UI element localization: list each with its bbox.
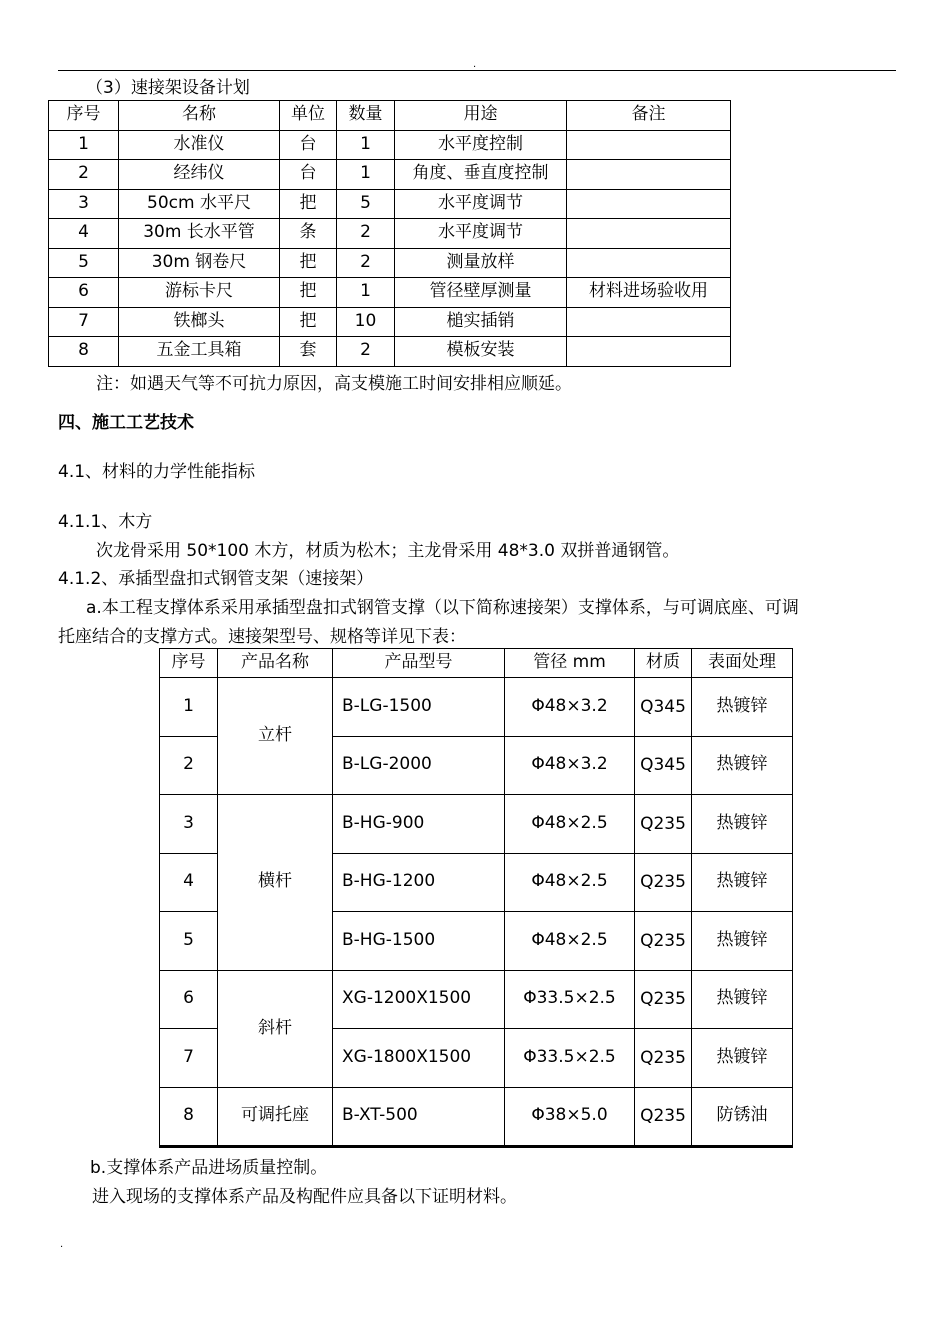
para-b-heading: b.支撑体系产品进场质量控制。 [90, 1158, 328, 1178]
spec-material: Q235 [635, 795, 692, 854]
equip-use: 角度、垂直度控制 [395, 160, 567, 190]
equip-name: 水准仪 [119, 130, 280, 160]
equip-qty: 1 [337, 130, 395, 160]
spec-model: B-HG-1500 [333, 912, 505, 971]
spec-model: XG-1200X1500 [333, 970, 505, 1029]
spec-header-cell: 表面处理 [692, 649, 793, 678]
table-row [160, 1087, 793, 1147]
equip-no: 2 [49, 160, 119, 190]
spec-no: 7 [160, 1029, 218, 1088]
group-vertical-pole: 立杆 [218, 678, 333, 795]
spec-no: 2 [160, 736, 218, 795]
section-4-title: 四、施工工艺技术 [58, 413, 194, 433]
spec-no: 1 [160, 678, 218, 737]
para-a-line2: 托座结合的支撑方式。速接架型号、规格等详见下表： [58, 627, 466, 647]
equip-remark [567, 160, 731, 190]
header-rule [58, 70, 896, 71]
spec-model: B-LG-2000 [333, 736, 505, 795]
equip-header-cell: 备注 [567, 101, 731, 131]
equip-qty: 10 [337, 307, 395, 337]
equip-unit: 条 [280, 219, 337, 249]
spec-diameter: Φ48×2.5 [505, 853, 635, 912]
equip-qty: 5 [337, 189, 395, 219]
spec-header-cell: 材质 [635, 649, 692, 678]
spec-material: Q235 [635, 853, 692, 912]
equip-name: 30m 钢卷尺 [119, 248, 280, 278]
group-adjustable-top: 可调托座 [218, 1087, 333, 1147]
equip-no: 5 [49, 248, 119, 278]
spec-header-cell: 管径 mm [505, 649, 635, 678]
equip-qty: 1 [337, 278, 395, 308]
equip-remark [567, 219, 731, 249]
spec-finish: 热镀锌 [692, 678, 793, 737]
spec-no: 5 [160, 912, 218, 971]
group-horizontal-bar: 横杆 [218, 795, 333, 971]
spec-diameter: Φ48×3.2 [505, 678, 635, 737]
equip-no: 8 [49, 337, 119, 367]
equip-name: 50cm 水平尺 [119, 189, 280, 219]
equip-name: 五金工具箱 [119, 337, 280, 367]
equip-unit: 套 [280, 337, 337, 367]
equip-unit: 台 [280, 160, 337, 190]
spec-material: Q235 [635, 1087, 692, 1147]
spec-finish: 防锈油 [692, 1087, 793, 1147]
equip-remark [567, 130, 731, 160]
equip-no: 1 [49, 130, 119, 160]
scaffold-spec-table [159, 648, 793, 1148]
spec-no: 6 [160, 970, 218, 1029]
equip-name: 30m 长水平管 [119, 219, 280, 249]
para-a-line1: a.本工程支撑体系采用承插型盘扣式钢管支撑（以下简称速接架）支撑体系，与可调底座、可调 [86, 598, 799, 618]
table-row [49, 160, 731, 190]
spec-material: Q235 [635, 970, 692, 1029]
spec-finish: 热镀锌 [692, 1029, 793, 1088]
heading-4-1-1: 4.1.1、木方 [58, 512, 153, 532]
equip-qty: 1 [337, 160, 395, 190]
equip-header-cell: 名称 [119, 101, 280, 131]
equipment-plan-table [48, 100, 731, 367]
spec-finish: 热镀锌 [692, 795, 793, 854]
spec-finish: 热镀锌 [692, 736, 793, 795]
table-row [49, 248, 731, 278]
equip-unit: 把 [280, 189, 337, 219]
spec-model: B-XT-500 [333, 1087, 505, 1147]
heading-4-1: 4.1、材料的力学性能指标 [58, 462, 256, 482]
header-dot: . [473, 59, 477, 70]
equip-no: 6 [49, 278, 119, 308]
spec-material: Q235 [635, 912, 692, 971]
para-b-text: 进入现场的支撑体系产品及构配件应具备以下证明材料。 [92, 1187, 517, 1207]
equip-qty: 2 [337, 248, 395, 278]
table-row [49, 307, 731, 337]
equip-qty: 2 [337, 219, 395, 249]
equip-unit: 把 [280, 248, 337, 278]
equip-use: 槌实插销 [395, 307, 567, 337]
table-row [49, 189, 731, 219]
spec-no: 4 [160, 853, 218, 912]
spec-model: B-HG-900 [333, 795, 505, 854]
spec-material: Q345 [635, 678, 692, 737]
spec-header-cell: 序号 [160, 649, 218, 678]
equip-remark [567, 337, 731, 367]
equip-unit: 把 [280, 307, 337, 337]
equip-use: 水平度调节 [395, 219, 567, 249]
spec-material: Q235 [635, 1029, 692, 1088]
equip-use: 管径壁厚测量 [395, 278, 567, 308]
table-row [160, 795, 793, 854]
equip-header-cell: 序号 [49, 101, 119, 131]
equip-header-cell: 数量 [337, 101, 395, 131]
section-3-title: （3）速接架设备计划 [86, 78, 250, 98]
equip-unit: 把 [280, 278, 337, 308]
equip-use: 模板安装 [395, 337, 567, 367]
equip-no: 7 [49, 307, 119, 337]
equip-remark [567, 189, 731, 219]
spec-diameter: Φ38×5.0 [505, 1087, 635, 1147]
group-diagonal-bar: 斜杆 [218, 970, 333, 1087]
spec-diameter: Φ48×2.5 [505, 795, 635, 854]
spec-material: Q345 [635, 736, 692, 795]
spec-header-cell: 产品型号 [333, 649, 505, 678]
table-row [49, 278, 731, 308]
spec-model: B-HG-1200 [333, 853, 505, 912]
spec-diameter: Φ48×2.5 [505, 912, 635, 971]
spec-no: 3 [160, 795, 218, 854]
equip-name: 铁榔头 [119, 307, 280, 337]
spec-finish: 热镀锌 [692, 970, 793, 1029]
equip-remark [567, 307, 731, 337]
spec-diameter: Φ33.5×2.5 [505, 970, 635, 1029]
equip-remark [567, 248, 731, 278]
equip-use: 水平度调节 [395, 189, 567, 219]
equip-no: 4 [49, 219, 119, 249]
equip-name: 游标卡尺 [119, 278, 280, 308]
table-header-row [49, 101, 731, 131]
delay-note: 注：如遇天气等不可抗力原因，高支模施工时间安排相应顺延。 [96, 374, 572, 394]
table-row [49, 337, 731, 367]
spec-header-cell: 产品名称 [218, 649, 333, 678]
equip-use: 水平度控制 [395, 130, 567, 160]
table-row [160, 970, 793, 1029]
equip-remark: 材料进场验收用 [567, 278, 731, 308]
spec-diameter: Φ48×3.2 [505, 736, 635, 795]
table-row [160, 678, 793, 737]
spec-no: 8 [160, 1087, 218, 1147]
equip-header-cell: 单位 [280, 101, 337, 131]
spec-diameter: Φ33.5×2.5 [505, 1029, 635, 1088]
heading-4-1-2: 4.1.2、承插型盘扣式钢管支架（速接架） [58, 569, 374, 589]
table-row [49, 130, 731, 160]
equip-unit: 台 [280, 130, 337, 160]
spec-finish: 热镀锌 [692, 912, 793, 971]
equip-name: 经纬仪 [119, 160, 280, 190]
equip-use: 测量放样 [395, 248, 567, 278]
spec-model: XG-1800X1500 [333, 1029, 505, 1088]
spec-model: B-LG-1500 [333, 678, 505, 737]
equip-header-cell: 用途 [395, 101, 567, 131]
table-row [49, 219, 731, 249]
wood-text: 次龙骨采用 50*100 木方，材质为松木；主龙骨采用 48*3.0 双拼普通钢管。 [96, 541, 680, 561]
equip-qty: 2 [337, 337, 395, 367]
spec-finish: 热镀锌 [692, 853, 793, 912]
equip-no: 3 [49, 189, 119, 219]
footer-dot: . [60, 1239, 64, 1250]
